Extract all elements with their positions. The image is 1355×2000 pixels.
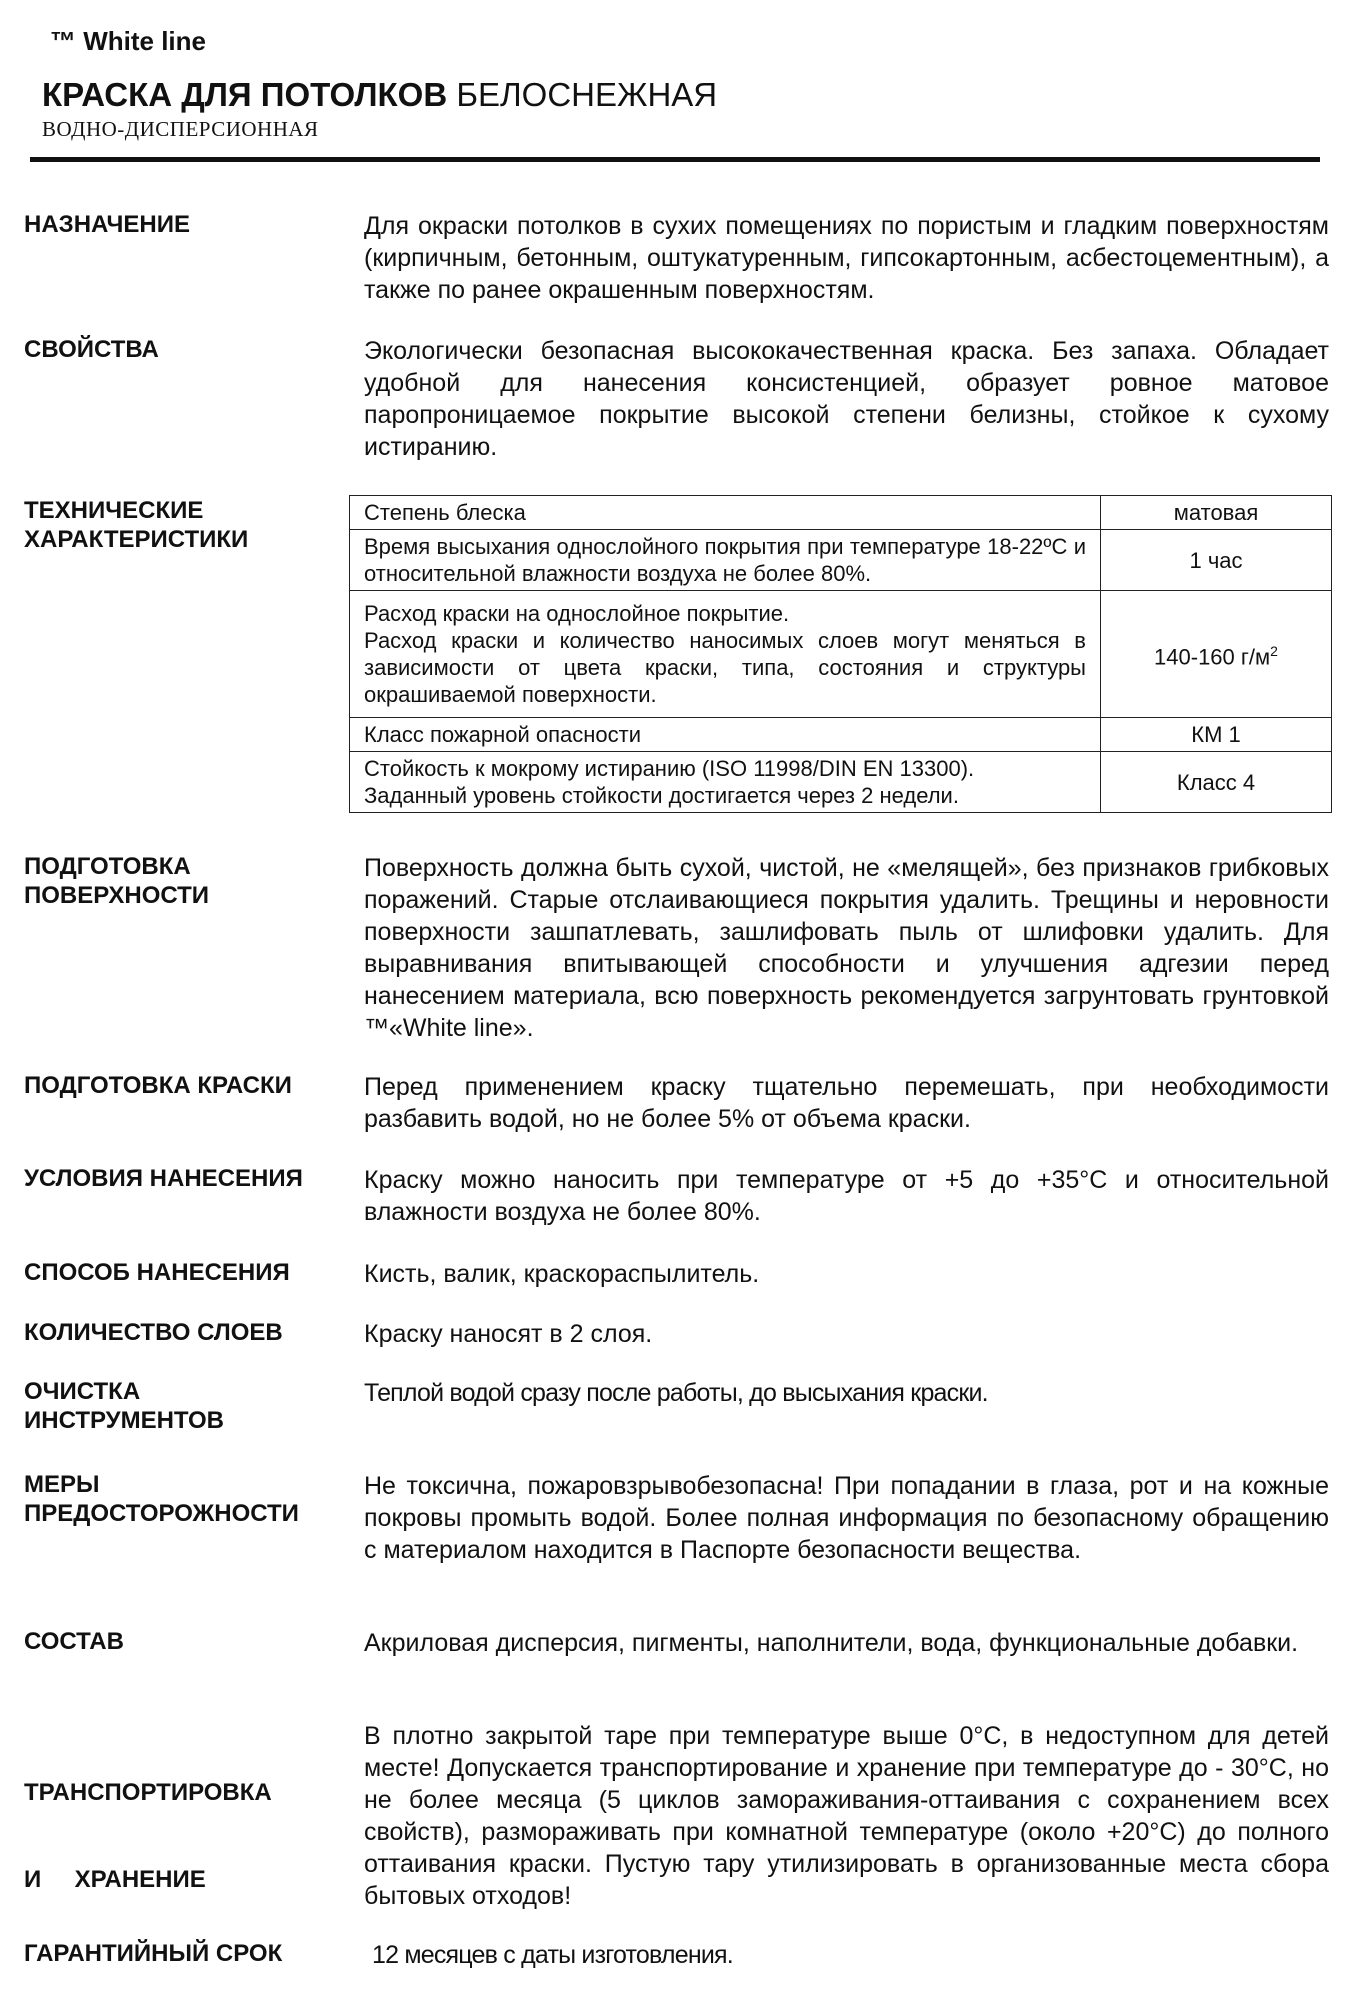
title-rest: БЕЛОСНЕЖНАЯ xyxy=(447,76,718,113)
spec-value-text: 140-160 г/м xyxy=(1154,644,1271,670)
page-title xyxy=(42,76,717,114)
spec-param xyxy=(350,591,1101,718)
table-row xyxy=(350,496,1332,530)
header-divider xyxy=(30,157,1320,162)
spec-param: Степень блеска xyxy=(350,496,1101,530)
spec-param-line: Расход краски на однослойное покрытие. xyxy=(364,601,790,626)
table-row xyxy=(350,530,1332,591)
table-row xyxy=(350,591,1332,718)
section-label xyxy=(24,1470,344,1528)
table-row xyxy=(350,752,1332,813)
spec-value: КМ 1 xyxy=(1101,718,1332,752)
section-label: КОЛИЧЕСТВО СЛОЕВ xyxy=(24,1319,283,1346)
section-label: УСЛОВИЯ НАНЕСЕНИЯ xyxy=(24,1165,303,1192)
section-label: СОСТАВ xyxy=(24,1628,124,1655)
section-label: СВОЙСТВА xyxy=(24,336,159,363)
spec-param-line: Заданный уровень стойкости достигается через 2 недели. xyxy=(364,783,959,808)
section-text: Экологически безопасная высококачественная краска. Без запаха. Обладает удобной для нанесения консистенцией, образует ровное матовое паропроницаемое покрытие высокой степени белизны, стойкое к сухому истиранию. xyxy=(364,337,1329,461)
title-bold: КРАСКА ДЛЯ ПОТОЛКОВ xyxy=(42,76,448,113)
brand-name: ™ White line xyxy=(50,26,206,56)
section-label-line: ОЧИСТКА xyxy=(24,1378,141,1405)
section-label xyxy=(24,496,344,554)
section-text: Акриловая дисперсия, пигменты, наполнители, вода, функциональные добавки. xyxy=(364,1629,1299,1657)
section-label: ГАРАНТИЙНЫЙ СРОК xyxy=(24,1940,283,1967)
section-label-line: ПРЕДОСТОРОЖНОСТИ xyxy=(24,1500,299,1527)
section-text: Перед применением краску тщательно перемешать, при необходимости разбавить водой, но не более 5% от объема краски. xyxy=(364,1073,1329,1133)
table-row xyxy=(350,718,1332,752)
spec-value xyxy=(1101,591,1332,718)
section-label-line: ХАРАКТЕРИСТИКИ xyxy=(24,526,249,553)
section-label-line: ПОВЕРХНОСТИ xyxy=(24,882,210,909)
spec-value: Класс 4 xyxy=(1101,752,1332,813)
spec-value: матовая xyxy=(1101,496,1332,530)
section-label-line: ТЕХНИЧЕСКИЕ xyxy=(24,497,204,524)
section-text: 12 месяцев с даты изготовления. xyxy=(372,1941,733,1969)
section-label xyxy=(24,1377,344,1435)
page-subtitle: ВОДНО-ДИСПЕРСИОННАЯ xyxy=(42,117,319,141)
section-text: В плотно закрытой таре при температуре выше 0°С, в недоступном для детей месте! Допускается транспортирование и хранение при температуре до - 30°С, но не более месяца (5 циклов замораживания-оттаивания с сохранением всех свойств), размораживать при комнатной температуре (около +20°С) до полного оттаивания краски. Пустую тару утилизировать в организованные места сбора бытовых отходов! xyxy=(364,1722,1329,1910)
section-label xyxy=(24,852,344,910)
section-label-line: И ХРАНЕНИЕ xyxy=(24,1866,206,1893)
spec-value: 1 час xyxy=(1101,530,1332,591)
section-text: Не токсична, пожаровзрывобезопасна! При попадании в глаза, рот и на кожные покровы промыть водой. Более полная информация по безопасному обращению с материалом находится в Паспорте безопасности вещества. xyxy=(364,1472,1329,1564)
spec-param xyxy=(350,752,1101,813)
section-label-line: ТРАНСПОРТИРОВКА xyxy=(24,1779,272,1806)
section-text: Теплой водой сразу после работы, до высыхания краски. xyxy=(364,1379,988,1407)
section-text: Краску можно наносить при температуре от +5 до +35°С и относительной влажности воздуха не более 80%. xyxy=(364,1166,1329,1226)
section-label: ПОДГОТОВКА КРАСКИ xyxy=(24,1072,292,1099)
spec-value-sup: 2 xyxy=(1270,642,1278,659)
section-label xyxy=(24,1720,344,1952)
section-label-line: ИНСТРУМЕНТОВ xyxy=(24,1407,224,1434)
section-label: СПОСОБ НАНЕСЕНИЯ xyxy=(24,1259,290,1286)
section-text: Поверхность должна быть сухой, чистой, не «мелящей», без признаков грибковых поражений. Старые отслаивающиеся покрытия удалить. Трещины и неровности поверхности зашпатлевать, зашлифовать пыль от шлифовки удалить. Для выравнивания впитывающей способности и улучшения адгезии перед нанесением материала, всю поверхность рекомендуется загрунтовать грунтовкой ™«White line». xyxy=(364,854,1329,1042)
section-text: Краску наносят в 2 слоя. xyxy=(364,1320,653,1348)
section-label-line: МЕРЫ xyxy=(24,1471,100,1498)
spec-param-line: Расход краски и количество наносимых слоев могут меняться в зависимости от цвета краски, типа, состояния и структуры окрашиваемой поверхности. xyxy=(364,628,1086,707)
specs-table xyxy=(349,495,1332,813)
spec-param: Класс пожарной опасности xyxy=(350,718,1101,752)
section-label-line: ПОДГОТОВКА xyxy=(24,853,191,880)
spec-param: Время высыхания однослойного покрытия при температуре 18-22ºС и относительной влажности воздуха не более 80%. xyxy=(350,530,1101,591)
spec-param-line: Стойкость к мокрому истиранию (ISO 11998/DIN EN 13300). xyxy=(364,756,975,781)
section-label: НАЗНАЧЕНИЕ xyxy=(24,211,190,238)
section-text: Для окраски потолков в сухих помещениях по пористым и гладким поверхностям (кирпичным, бетонным, оштукатуренным, гипсокартонным, асбестоцементным), а также по ранее окрашенным поверхностям. xyxy=(364,212,1329,304)
section-text: Кисть, валик, краскораспылитель. xyxy=(364,1260,760,1288)
